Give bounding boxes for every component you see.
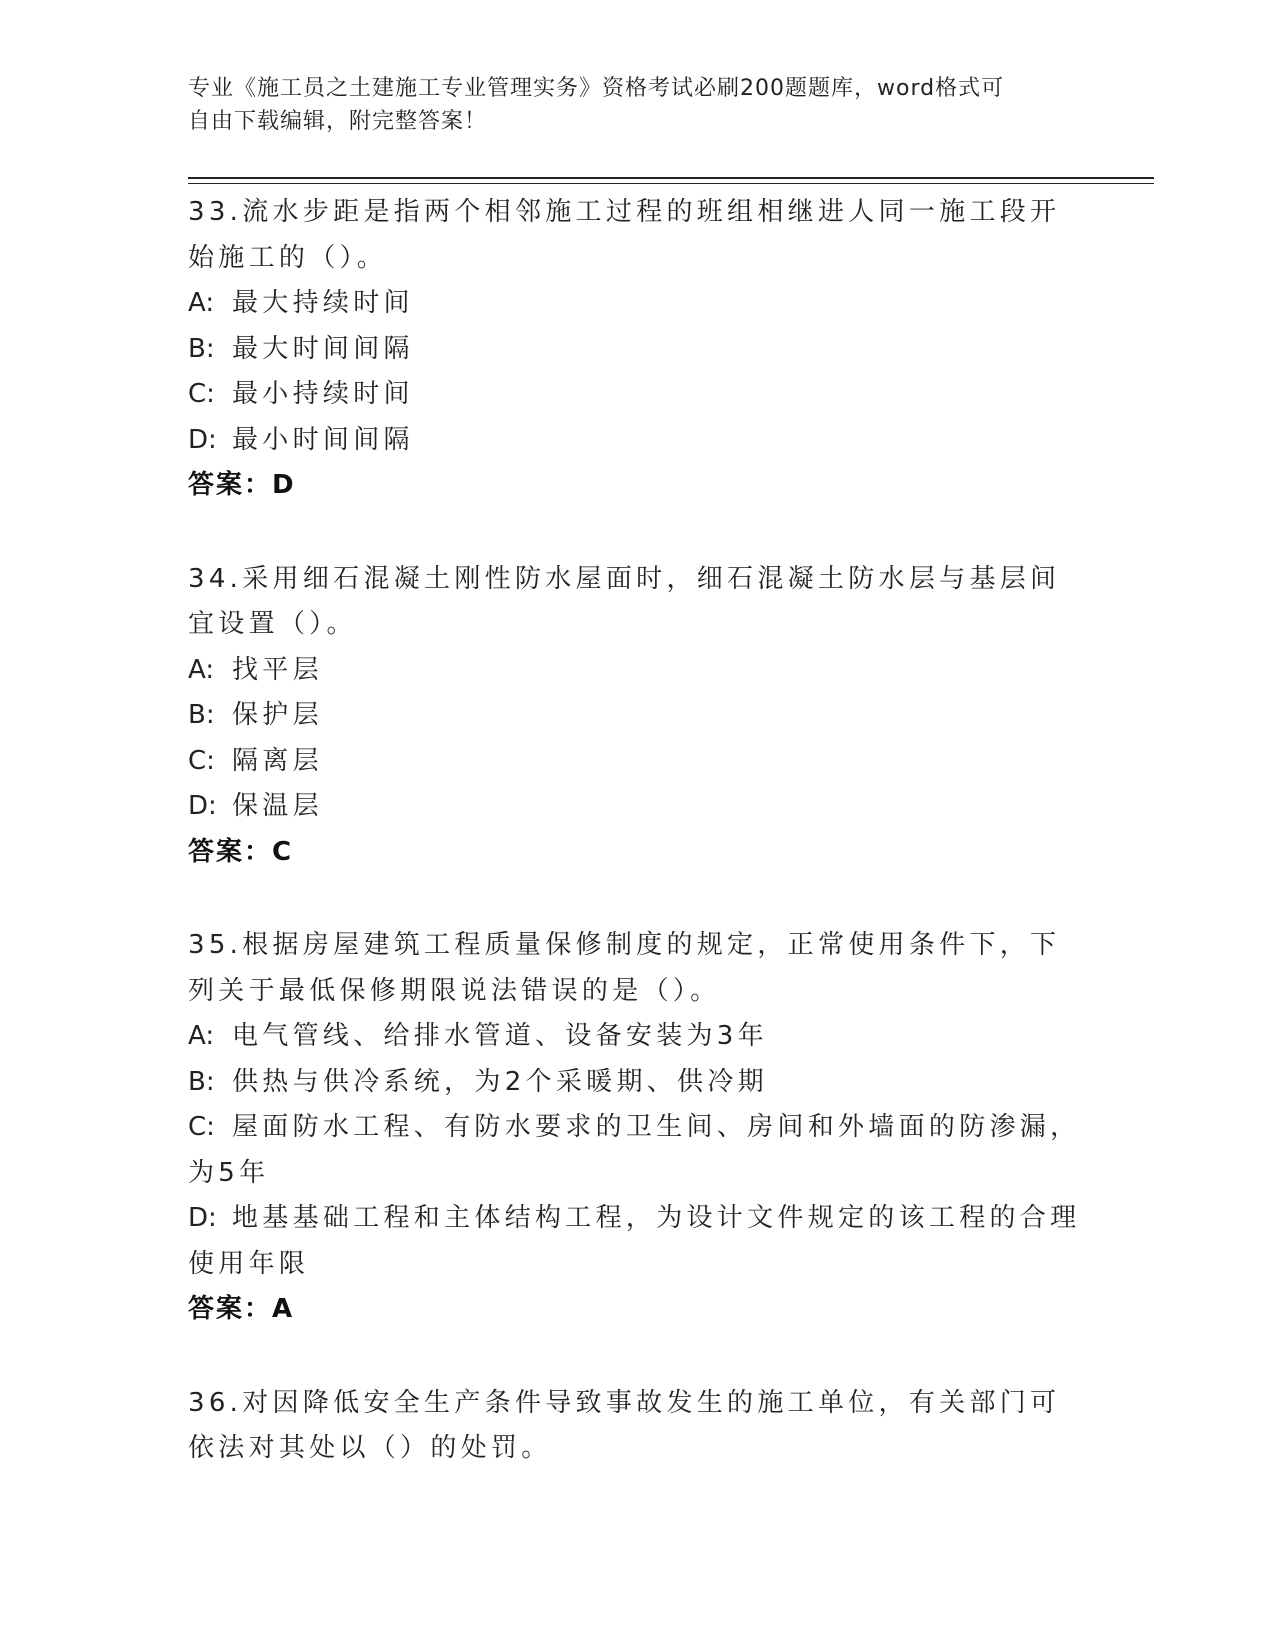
option-text: 地基基础工程和主体结构工程，为设计文件规定的该工程的合理使用年限 xyxy=(188,1203,1081,1279)
option-a xyxy=(188,1014,1088,1060)
option-text: 保温层 xyxy=(232,791,323,821)
header-line-2: 自由下载编辑，附完整答案！ xyxy=(188,109,488,134)
option-key: A: xyxy=(188,1021,215,1051)
question-list xyxy=(188,190,1088,1520)
option-d xyxy=(188,1196,1088,1287)
option-c xyxy=(188,1105,1088,1196)
option-text: 供热与供冷系统，为2个采暖期、供冷期 xyxy=(232,1066,768,1097)
option-b xyxy=(188,1060,1088,1106)
option-text: 最大时间间隔 xyxy=(232,333,414,364)
option-key: D: xyxy=(188,791,217,821)
option-d xyxy=(188,784,1088,830)
option-text: 保护层 xyxy=(232,700,323,730)
option-text: 最大持续时间 xyxy=(232,288,414,318)
option-key: B: xyxy=(188,1066,215,1097)
question-stem: 35.根据房屋建筑工程质量保修制度的规定，正常使用条件下，下列关于最低保修期限说法错误的是（）。 xyxy=(188,930,1061,1006)
option-key: C: xyxy=(188,745,215,776)
option-key: C: xyxy=(188,1112,215,1142)
option-key: B: xyxy=(188,700,215,730)
option-d xyxy=(188,418,1088,464)
option-text: 最小持续时间 xyxy=(232,379,414,409)
option-b xyxy=(188,327,1088,373)
option-b xyxy=(188,693,1088,739)
option-key: A: xyxy=(188,288,215,318)
option-text: 隔离层 xyxy=(232,745,323,776)
answer-line: 答案：A xyxy=(188,1294,295,1324)
header-divider-thick xyxy=(188,177,1154,179)
header-divider-thin xyxy=(188,183,1154,184)
option-key: A: xyxy=(188,654,215,685)
option-c xyxy=(188,372,1088,418)
question-34 xyxy=(188,557,1088,876)
option-text: 屋面防水工程、有防水要求的卫生间、房间和外墙面的防渗漏，为5年 xyxy=(188,1112,1081,1188)
option-key: D: xyxy=(188,424,217,455)
option-a xyxy=(188,281,1088,327)
question-stem: 33.流水步距是指两个相邻施工过程的班组相继进人同一施工段开始施工的（）。 xyxy=(188,197,1061,273)
question-36 xyxy=(188,1381,1088,1472)
option-c xyxy=(188,739,1088,785)
document-header xyxy=(188,72,1068,138)
question-33 xyxy=(188,190,1088,509)
option-key: C: xyxy=(188,379,215,409)
question-35 xyxy=(188,923,1088,1333)
answer-line: 答案：C xyxy=(188,836,294,867)
option-text: 最小时间间隔 xyxy=(232,424,414,455)
question-stem: 36.对因降低安全生产条件导致事故发生的施工单位，有关部门可依法对其处以（）的处罚。 xyxy=(188,1387,1061,1463)
option-text: 找平层 xyxy=(232,654,323,685)
option-text: 电气管线、给排水管道、设备安装为3年 xyxy=(232,1021,768,1051)
option-a xyxy=(188,648,1088,694)
answer-line: 答案：D xyxy=(188,470,296,500)
header-line-1: 专业《施工员之土建施工专业管理实务》资格考试必刷200题题库，word格式可 xyxy=(188,76,1005,101)
option-key: D: xyxy=(188,1203,217,1233)
question-stem: 34.采用细石混凝土刚性防水屋面时，细石混凝土防水层与基层间宜设置（）。 xyxy=(188,563,1061,639)
option-key: B: xyxy=(188,333,215,364)
